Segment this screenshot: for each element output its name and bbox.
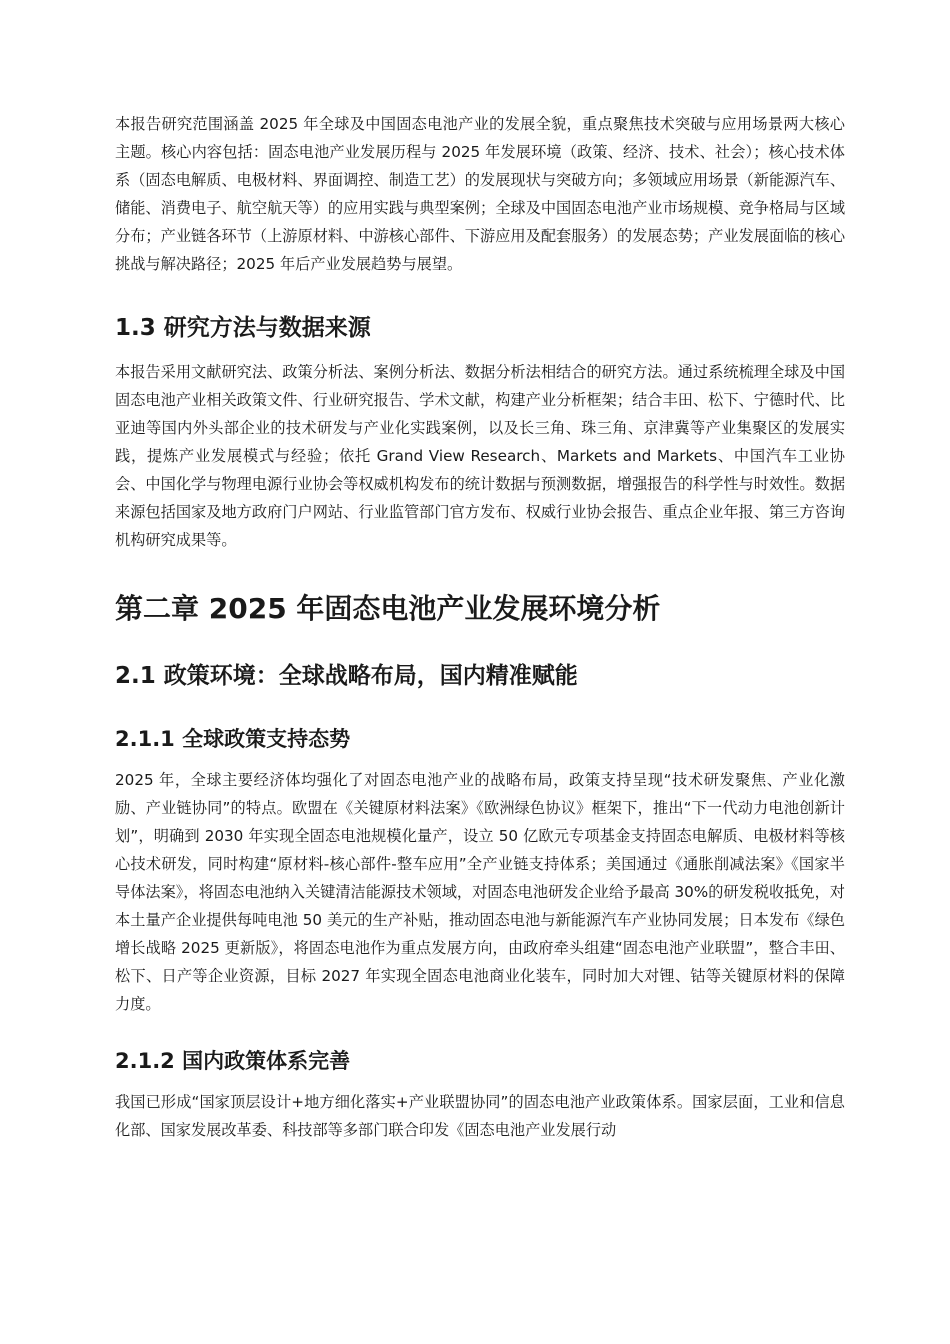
intro-paragraph: 本报告研究范围涵盖 2025 年全球及中国固态电池产业的发展全貌，重点聚焦技术突破与应用场景两大核心主题。核心内容包括：固态电池产业发展历程与 2025 年发展环境（政策、经济、技术、社会）；核心技术体系（固态电解质、电极材料、界面调控、制造工艺）的发展现状与突破方向；多领域应用场景（新能源汽车、储能、消费电子、航空航天等）的应用实践与典型案例；全球及中国固态电池产业市场规模、竞争格局与区域分布；产业链各环节（上游原材料、中游核心部件、下游应用及配套服务）的发展态势；产业发展面临的核心挑战与解决路径；2025 年后产业发展趋势与展望。 <box>115 115 845 273</box>
section-2-1-heading: 2.1 政策环境：全球战略布局，国内精准赋能 <box>115 663 578 689</box>
section-1-3-heading: 1.3 研究方法与数据来源 <box>115 315 371 341</box>
section-2-1-1-heading: 2.1.1 全球政策支持态势 <box>115 727 351 751</box>
section-1-3-paragraph: 本报告采用文献研究法、政策分析法、案例分析法、数据分析法相结合的研究方法。通过系统梳理全球及中国固态电池产业相关政策文件、行业研究报告、学术文献，构建产业分析框架；结合丰田、松下、宁德时代、比亚迪等国内外头部企业的技术研发与产业化实践案例，以及长三角、珠三角、京津冀等产业集聚区的发展实践，提炼产业发展模式与经验；依托 Grand View Research、Markets and Markets、中国汽车工业协会、中国化学与物理电源行业协会等权威机构发布的统计数据与预测数据，增强报告的科学性与时效性。数据来源包括国家及地方政府门户网站、行业监管部门官方发布、权威行业协会报告、重点企业年报、第三方咨询机构研究成果等。 <box>115 363 845 549</box>
chapter-2-heading: 第二章 2025 年固态电池产业发展环境分析 <box>115 592 661 625</box>
document-page <box>115 110 845 1144</box>
section-2-1-2-heading: 2.1.2 国内政策体系完善 <box>115 1049 351 1073</box>
section-2-1-1-paragraph: 2025 年，全球主要经济体均强化了对固态电池产业的战略布局，政策支持呈现“技术研发聚焦、产业化激励、产业链协同”的特点。欧盟在《关键原材料法案》《欧洲绿色协议》框架下，推出“下一代动力电池创新计划”，明确到 2030 年实现全固态电池规模化量产，设立 50 亿欧元专项基金支持固态电解质、电极材料等核心技术研发，同时构建“原材料-核心部件-整车应用”全产业链支持体系；美国通过《通胀削减法案》《国家半导体法案》，将固态电池纳入关键清洁能源技术领域，对固态电池研发企业给予最高 30%的研发税收抵免，对本土量产企业提供每吨电池 50 美元的生产补贴，推动固态电池与新能源汽车产业协同发展；日本发布《绿色增长战略 2025 更新版》，将固态电池作为重点发展方向，由政府牵头组建“固态电池产业联盟”，整合丰田、松下、日产等企业资源，目标 2027 年实现全固态电池商业化装车，同时加大对锂、钴等关键原材料的保障力度。 <box>115 771 845 1013</box>
section-2-1-2-paragraph: 我国已形成“国家顶层设计+地方细化落实+产业联盟协同”的固态电池产业政策体系。国家层面，工业和信息化部、国家发展改革委、科技部等多部门联合印发《固态电池产业发展行动 <box>115 1093 845 1139</box>
